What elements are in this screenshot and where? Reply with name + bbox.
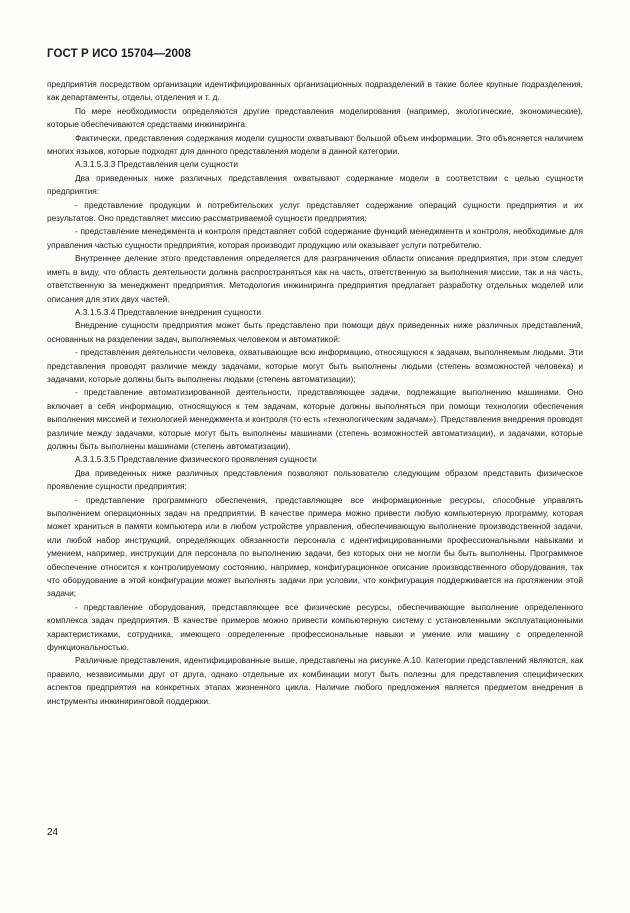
paragraph: Внутреннее деление этого представления определяется для разграничения области описания предприятия, при этом следует иметь в виду, что область деятельности должна распространяться как на часть, ответственную за выполнения миссии, так и на часть, ответственную за менеджмент предприятия. Методология инжиниринга предприятия предлагает разработку отдельных моделей или описания для этих двух частей. [47,253,583,304]
section-heading: А.3.1.5.3.3 Представления цели сущности [75,159,239,170]
list-item: - представления деятельности человека, охватывающие всю информацию, относящуюся к задачам, выполняемым людьми. Эти представления проводят различие между задачами, которые могут быть выполнены людьми (степень возможностей человека) и задачами, которые должны быть выполнены людьми (степень автоматизации); [47,347,583,384]
section-heading: А.3.1.5.3.5 Представление физического проявления сущности [75,454,317,465]
list-item: - представление менеджмента и контроля представляет собой содержание функций менеджмента и контроля, необходимые для управления частью сущности предприятия, которая производит продукцию или оказывает услуги потребителю. [47,226,583,250]
paragraph: Внедрение сущности предприятия может быть представлено при помощи двух приведенных ниже различных представлений, основанных на разделении задач, выполняемых человеком и автоматикой: [47,320,583,344]
list-item: - представление автоматизированной деятельности, представляющее задачи, подлежащие выполнению машинами. Оно включает в себя информацию, относящуюся к тем задачам, которые должны выполняться при помощи технологии обеспечения выполнения миссией и технологией менеджмента и контроля (то есть «технологическим задачам»). Представления внедрения проводят различие между задачами, которые могут быть выполнены машинами (степень возможностей автоматизации), и задачами, которые должны быть выполнены машинами (степень автоматизации). [47,387,583,451]
paragraph: Различные представления, идентифицированные выше, представлены на рисунке А.10. Категории представлений являются, как правило, независимыми друг от друга, однако отдельные их комбинации могут быть полезны для представления специфических аспектов предприятия на конкретных этапах жизненного цикла. Наличие любого предложения является предметом внедрения в инструменты инжиниринговой поддержки. [47,655,583,706]
paragraph: предприятия посредством организации идентифицированных организационных подразделений в такие более крупные подразделения, как департаменты, отделы, отделения и т. д. [47,79,583,103]
paragraph: Два приведенных ниже различных представления охватывают содержание модели в соответствии с целью сущности предприятия: [47,172,583,197]
paragraph: Фактически, представления содержания модели сущности охватывают большой объем информации. Это объясняется наличием многих языков, которые подходят для данного представления модели в данной категории. [47,132,583,157]
document-header: ГОСТ Р ИСО 15704—2008 [47,48,192,60]
paragraph: По мере необходимости определяются другие представления моделирования (например, экологические, экономические), которые обеспечиваются средствами инжиниринга. [47,105,583,130]
paragraph: Два приведенных ниже различных представления позволяют пользователю следующим образом представить физическое проявление сущности предприятия: [47,467,583,492]
document-body [47,78,583,708]
list-item: - представление программного обеспечения, представляющее все информационные ресурсы, способные управлять выполнением операционных задач на предприятии. В качестве примера можно привести любую компьютерную программу, которая может храниться в памяти компьютера или в любом устройстве управления, обеспечивающую выполнение производственной задачи, или любой набор инструкций, определяющих обязанности персонала с идентифицированными профессиональными навыками и умением, например, инструкции для персонала по выполнению задачи, без которых они не могли бы быть выполнены. Программное обеспечение относится к контролируемому состоянию, например, конфигурационное описание производственного оборудования, так что оборудование в этой конфигурации может выполнять задачи при условии, что конфигурация поддерживается на протяжении этой задачи; [47,494,583,599]
list-item: - представление оборудования, представляющее все физические ресурсы, обеспечивающие выполнение определенного комплекса задач предприятия. В качестве примеров можно привести компьютерную систему с установленными эксплуатационными характеристиками, сотрудника, имеющего определенные профессиональные навыки и умение или машину с определенной функциональностью. [47,601,583,653]
section-heading: А.3.1.5.3.4 Представление внедрения сущности [75,306,262,317]
page-number: 24 [47,827,59,838]
list-item: - представление продукции и потребительских услуг представляет содержание операций сущности предприятия и их результатов. Оно представляет миссию рассматриваемой сущности предприятия; [47,199,583,224]
